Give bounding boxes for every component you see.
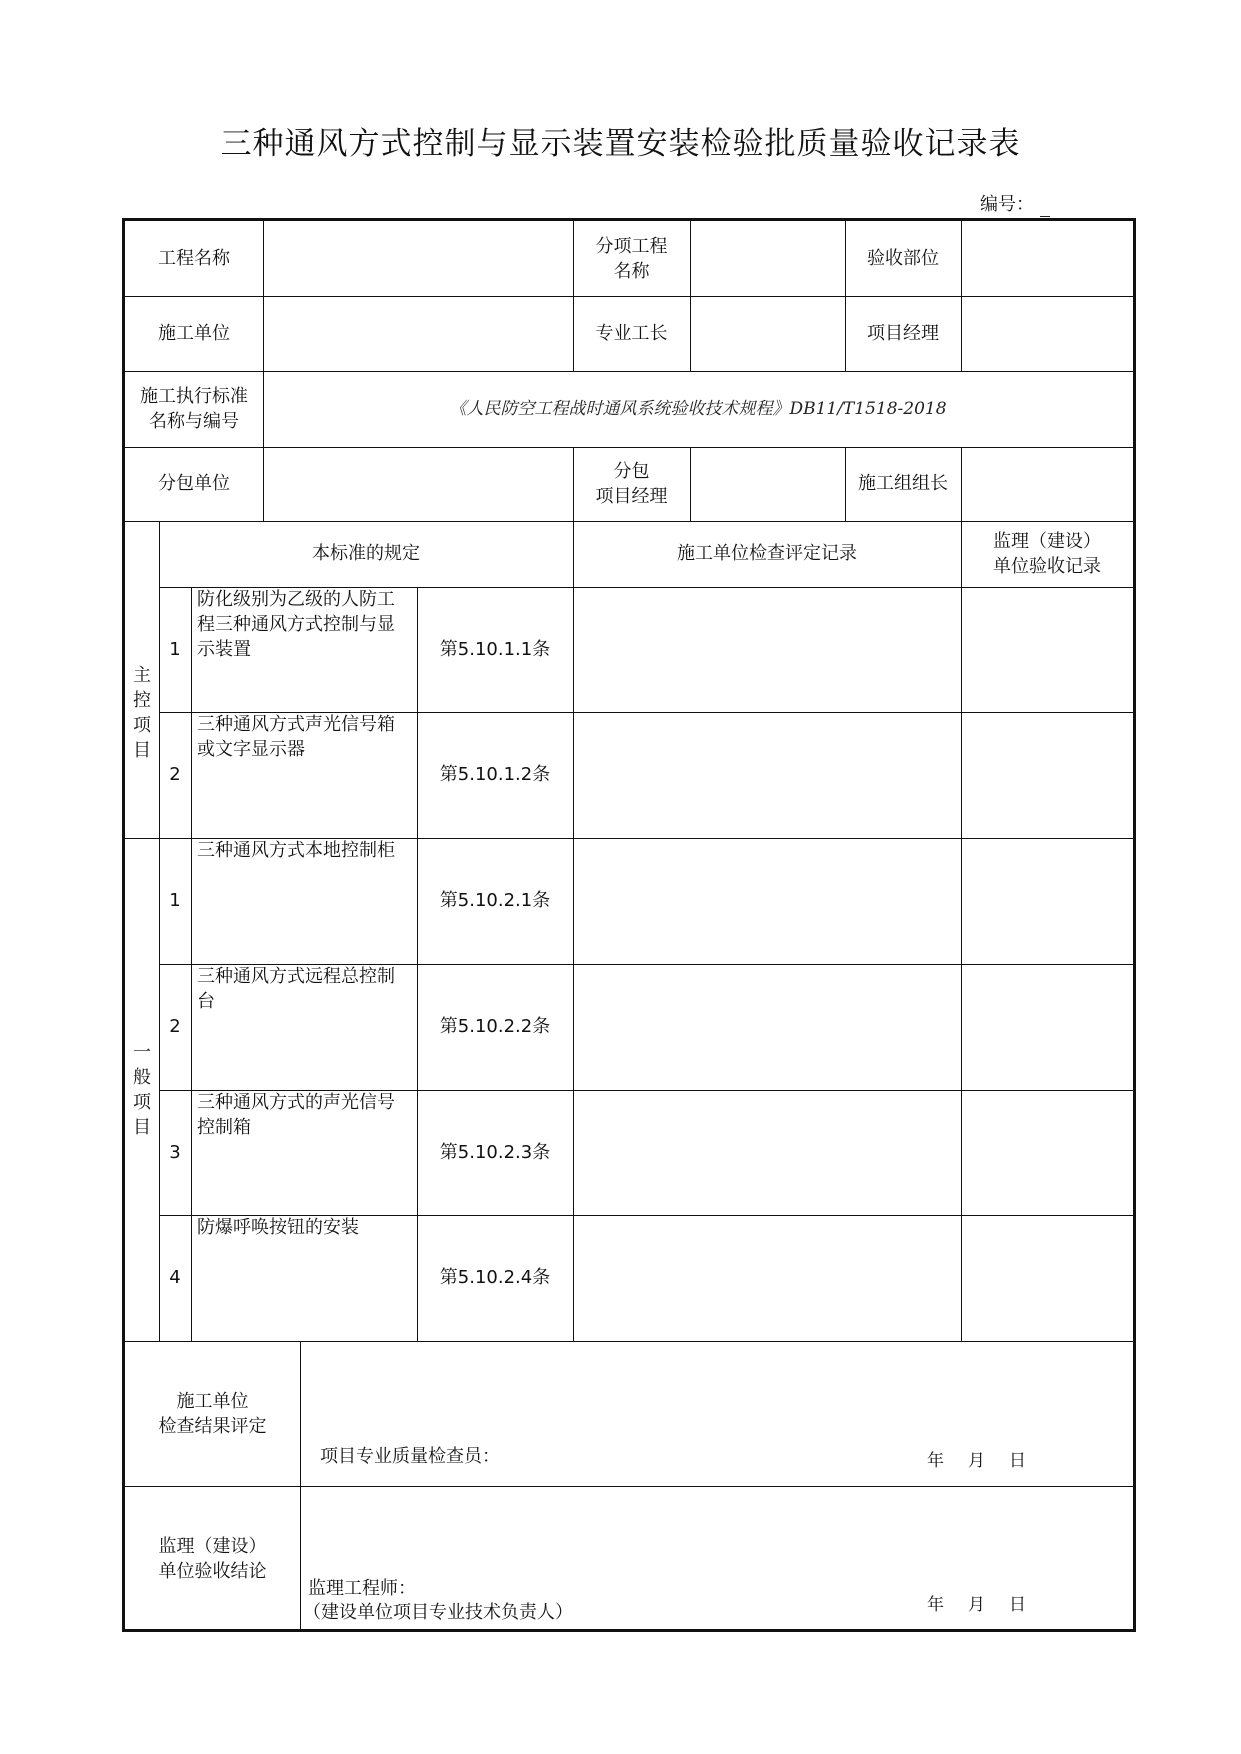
item-number: 3	[169, 1141, 181, 1163]
check-record-field[interactable]	[573, 1090, 961, 1215]
item-requirement-line: 控制箱	[197, 1117, 251, 1138]
group-char: 控	[133, 689, 151, 711]
main-items-group-label	[125, 587, 159, 838]
page-title: 三种通风方式控制与显示装置安装检验批质量验收记录表	[220, 126, 1021, 162]
date-year: 年	[927, 1595, 944, 1615]
supervision-record-field[interactable]	[961, 587, 1133, 712]
subcontractor-field[interactable]	[263, 447, 573, 521]
code-underline	[1040, 216, 1050, 217]
item-requirement	[191, 1090, 417, 1215]
item-requirement-line: 程三种通风方式控制与显	[197, 614, 395, 635]
general-items-group-label	[125, 838, 159, 1341]
item-requirement-line: 台	[197, 991, 215, 1012]
project-name-label: 工程名称	[158, 247, 230, 269]
team-leader-label: 施工组组长	[858, 473, 948, 494]
sub-manager-label-l2: 项目经理	[595, 486, 668, 507]
sub-manager-label	[573, 447, 690, 521]
date-day: 日	[1009, 1595, 1026, 1615]
team-leader-field[interactable]	[961, 447, 1133, 521]
construction-result-label	[125, 1341, 300, 1486]
supervision-record-field[interactable]	[961, 712, 1133, 838]
group-char: 项	[133, 1091, 151, 1113]
foreman-field[interactable]	[690, 296, 845, 371]
foreman-label: 专业工长	[595, 322, 668, 344]
supervision-record-field[interactable]	[961, 1215, 1133, 1341]
construction-result-label-l2: 检查结果评定	[158, 1415, 267, 1437]
acceptance-part-field[interactable]	[961, 221, 1133, 296]
project-name-field[interactable]	[263, 221, 573, 296]
item-requirement-line: 三种通风方式声光信号箱	[197, 714, 395, 735]
acceptance-record-table	[122, 218, 1136, 1632]
group-char: 目	[133, 739, 151, 761]
construction-result-field[interactable]	[300, 1341, 1133, 1431]
supervision-engineer-label: 监理工程师：	[308, 1578, 416, 1599]
column-header-standard: 本标准的规定	[312, 543, 420, 564]
supervision-result-label	[125, 1486, 300, 1632]
project-manager-field[interactable]	[961, 296, 1133, 371]
item-requirement	[191, 964, 417, 1090]
item-number: 1	[169, 638, 181, 660]
construction-unit-field[interactable]	[263, 296, 573, 371]
group-char: 一	[133, 1041, 151, 1063]
item-clause: 第5.10.2.3条	[439, 1141, 551, 1163]
date-year: 年	[927, 1451, 944, 1471]
item-requirement-line: 三种通风方式远程总控制	[197, 966, 395, 987]
group-char: 主	[133, 664, 151, 686]
column-header-check-record: 施工单位检查评定记录	[677, 543, 857, 564]
check-record-field[interactable]	[573, 1215, 961, 1341]
standard-label-l2: 名称与编号	[149, 411, 239, 432]
item-requirement	[191, 587, 417, 712]
check-record-field[interactable]	[573, 712, 961, 838]
project-manager-label: 项目经理	[867, 322, 939, 344]
quality-inspector-label: 项目专业质量检查员：	[320, 1446, 500, 1467]
item-requirement-line: 示装置	[197, 639, 251, 660]
supervision-result-label-l1: 监理（建设）	[158, 1536, 267, 1557]
standard-value: 《人民防空工程战时通风系统验收技术规程》DB11/T1518-2018	[449, 399, 947, 419]
group-char: 项	[133, 714, 151, 736]
date-month: 月	[968, 1595, 985, 1615]
item-requirement	[191, 712, 417, 838]
sub-project-label-l2: 名称	[613, 260, 650, 282]
check-record-field[interactable]	[573, 838, 961, 964]
supervision-result-field[interactable]	[300, 1486, 1133, 1571]
check-record-field[interactable]	[573, 964, 961, 1090]
item-clause: 第5.10.2.1条	[439, 890, 551, 911]
item-requirement	[191, 838, 417, 964]
column-header-supervision	[961, 521, 1133, 587]
sub-project-field[interactable]	[690, 221, 845, 296]
item-clause: 第5.10.1.2条	[439, 764, 551, 785]
sub-project-label-l1: 分项工程	[595, 235, 668, 257]
supervision-record-field[interactable]	[961, 838, 1133, 964]
standard-label-l1: 施工执行标准	[140, 386, 248, 407]
date-month: 月	[968, 1451, 985, 1471]
item-number: 4	[169, 1267, 181, 1288]
item-requirement-line: 三种通风方式的声光信号	[197, 1092, 395, 1113]
standard-label	[125, 371, 263, 447]
column-header-supervision-l1: 监理（建设）	[993, 531, 1101, 552]
sub-manager-field[interactable]	[690, 447, 845, 521]
item-clause: 第5.10.2.2条	[439, 1016, 551, 1037]
item-requirement-line: 三种通风方式本地控制柜	[197, 840, 395, 861]
supervision-record-field[interactable]	[961, 1090, 1133, 1215]
item-number: 2	[169, 1016, 181, 1037]
supervision-engineer-note: （建设单位项目专业技术负责人）	[303, 1602, 573, 1623]
check-record-field[interactable]	[573, 587, 961, 712]
item-requirement-line: 或文字显示器	[197, 739, 305, 760]
item-clause: 第5.10.2.4条	[439, 1267, 551, 1288]
group-char: 目	[133, 1116, 151, 1138]
code-label: 编号：	[980, 194, 1034, 215]
construction-unit-label: 施工单位	[158, 322, 230, 344]
item-requirement	[191, 1215, 417, 1341]
item-requirement-line: 防爆呼唤按钮的安装	[197, 1217, 359, 1238]
subcontractor-label: 分包单位	[158, 473, 230, 494]
supervision-result-label-l2: 单位验收结论	[158, 1561, 267, 1582]
date-day: 日	[1009, 1451, 1026, 1471]
construction-result-label-l1: 施工单位	[176, 1390, 249, 1412]
item-clause: 第5.10.1.1条	[439, 638, 551, 660]
item-number: 1	[169, 890, 181, 911]
acceptance-part-label: 验收部位	[867, 247, 939, 269]
sub-manager-label-l1: 分包	[613, 461, 650, 482]
sub-project-label	[573, 221, 690, 296]
supervision-record-field[interactable]	[961, 964, 1133, 1090]
item-requirement-line: 防化级别为乙级的人防工	[197, 589, 395, 610]
column-header-supervision-l2: 单位验收记录	[993, 556, 1101, 577]
item-number: 2	[169, 764, 181, 785]
group-char: 般	[133, 1066, 151, 1088]
